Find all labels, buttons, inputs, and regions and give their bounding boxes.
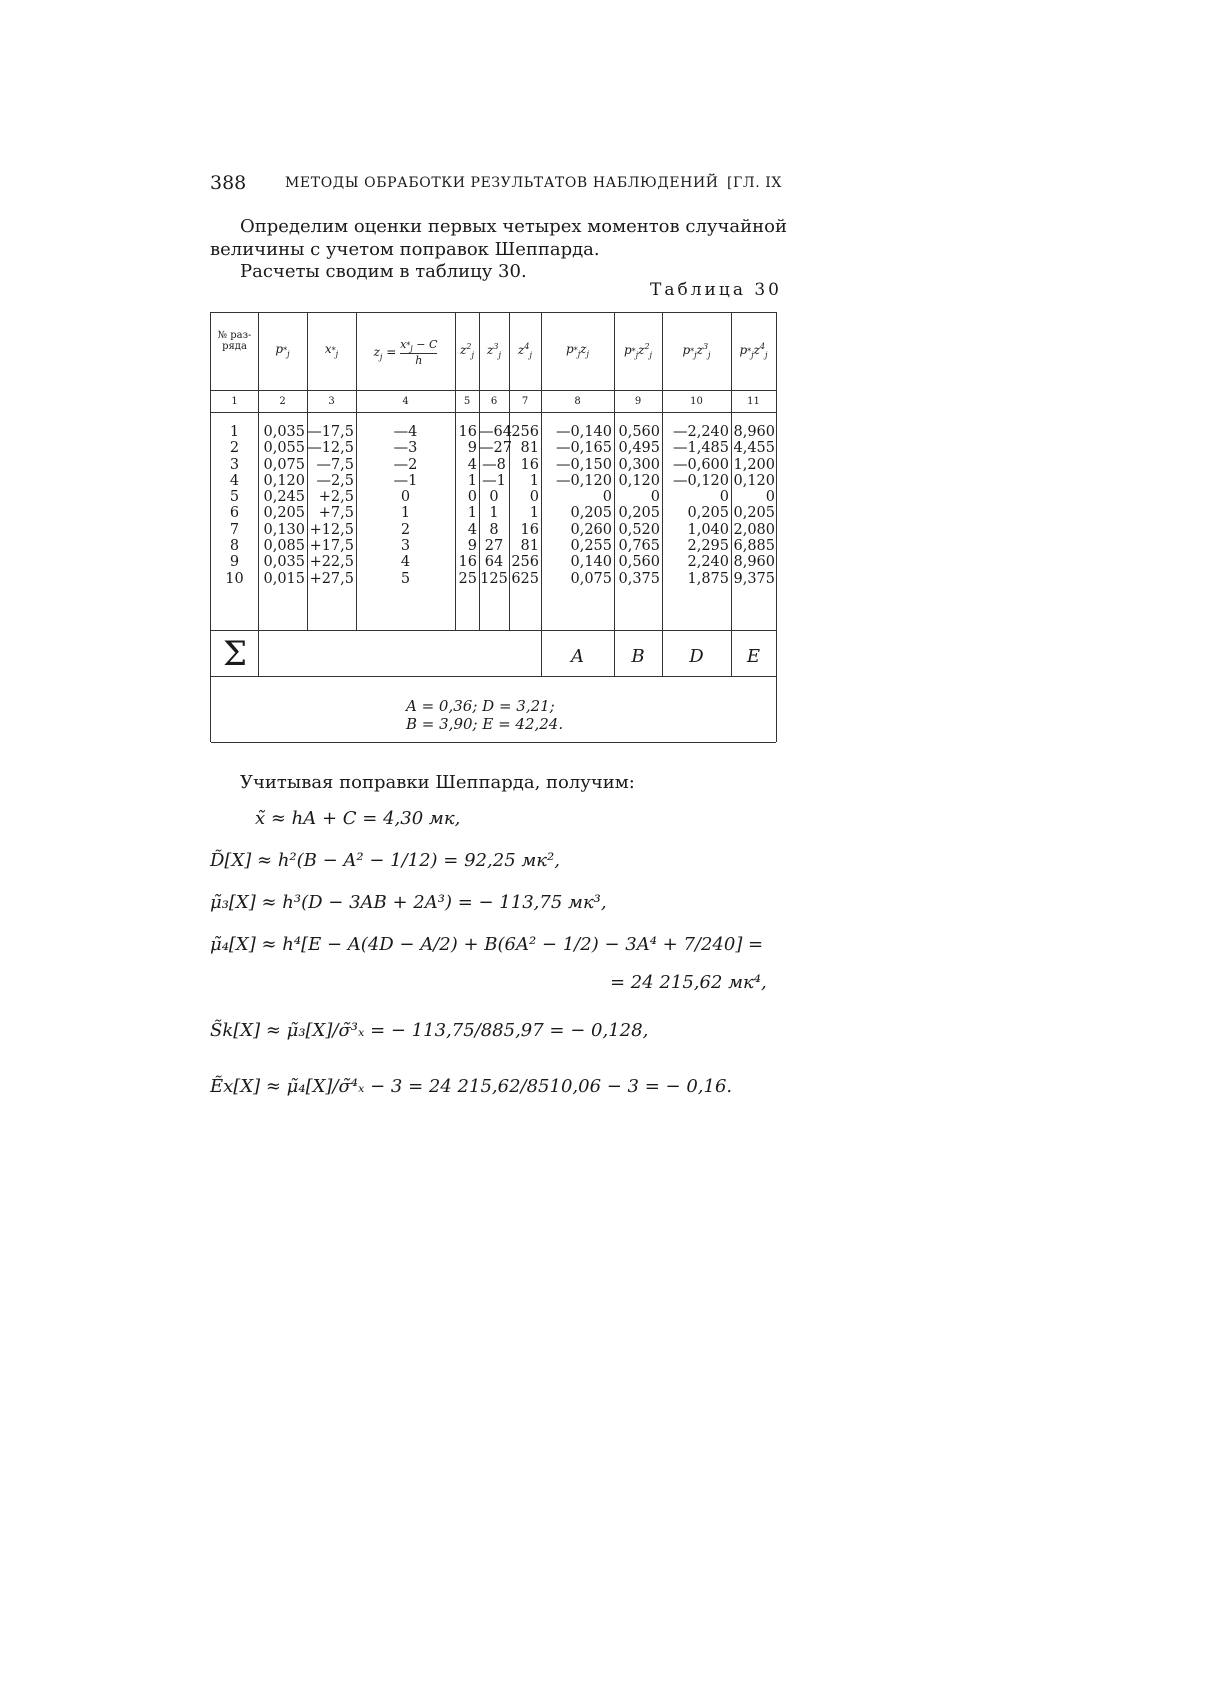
- table-cell: 0,560: [618, 554, 660, 571]
- table-cell: 0,130: [263, 521, 305, 538]
- results-line-1: A = 0,36; D = 3,21;: [406, 697, 555, 715]
- table-cell: 1,040: [687, 521, 729, 538]
- column-z4: [509, 424, 539, 587]
- table-cell: 0: [529, 489, 539, 506]
- table-cell: 8: [229, 538, 240, 555]
- table-cell: 1: [529, 472, 539, 489]
- header-z2: $z^2_j$: [460, 342, 474, 360]
- header-rule: [211, 390, 776, 391]
- table-cell: —2,240: [672, 424, 729, 440]
- table-cell: 4: [229, 472, 240, 489]
- table-cell: 64: [484, 554, 504, 571]
- column-pz2: [614, 424, 660, 587]
- colnum-2: 2: [279, 396, 286, 407]
- column-z: [356, 424, 455, 587]
- table-cell: 1: [400, 505, 411, 522]
- table-cell: —12,5: [307, 440, 354, 457]
- table-cell: 0,085: [263, 538, 305, 555]
- running-title: МЕТОДЫ ОБРАБОТКИ РЕЗУЛЬТАТОВ НАБЛЮДЕНИЙ: [285, 175, 719, 191]
- table-cell: 9: [467, 440, 477, 457]
- table-cell: 0,765: [618, 538, 660, 555]
- column-p: [258, 424, 305, 587]
- table-cell: —0,165: [555, 440, 612, 457]
- table-cell: —27: [479, 440, 512, 457]
- table-cell: 0,255: [570, 538, 612, 555]
- header-pz4: $p*_jz^4_j$: [739, 342, 768, 360]
- table-30: [210, 312, 777, 742]
- table-cell: 2: [400, 521, 411, 538]
- chapter-marker: [ГЛ. IX: [726, 175, 782, 191]
- column-x: [307, 424, 354, 587]
- sum-label-e: E: [746, 646, 761, 667]
- colnum-6: 6: [490, 396, 498, 407]
- table-cell: 256: [511, 554, 539, 571]
- formula-variance: D̃[X] ≈ h²(B − A² − 1/12) = 92,25 мк²,: [210, 850, 560, 871]
- table-caption: Таблица 30: [650, 280, 782, 300]
- table-cell: 8: [489, 521, 499, 538]
- table-cell: 27: [484, 538, 504, 555]
- table-cell: 5: [229, 489, 240, 506]
- table-cell: 125: [480, 570, 508, 587]
- header-x: $x*_j$: [324, 342, 339, 359]
- table-cell: —7,5: [316, 456, 354, 473]
- sum-label-a: A: [571, 646, 584, 667]
- table-cell: 1: [229, 424, 240, 440]
- table-cell: 0,035: [263, 554, 305, 571]
- table-cell: +27,5: [309, 570, 354, 587]
- header-pz3: $p*_jz^3_j$: [682, 342, 711, 360]
- intro-line-3: Расчеты сводим в таблицу 30.: [240, 261, 527, 282]
- table-cell: 0: [719, 489, 729, 506]
- running-head: [210, 172, 782, 198]
- table-cell: 1: [467, 472, 477, 489]
- table-cell: 0,205: [570, 505, 612, 522]
- table-cell: —0,140: [555, 424, 612, 440]
- table-cell: 8,960: [733, 424, 775, 440]
- table-cell: 1: [467, 505, 477, 522]
- table-cell: 16: [520, 456, 539, 473]
- table-cell: 2,240: [687, 554, 729, 571]
- table-cell: 0,300: [618, 456, 660, 473]
- table-cell: —3: [393, 440, 418, 457]
- table-cell: 9,375: [733, 570, 775, 587]
- colnum-4: 4: [402, 396, 409, 407]
- formula-mu3: μ̃₃[X] ≈ h³(D − 3AB + 2A³) = − 113,75 мк³,: [210, 892, 607, 913]
- formula-excess: Ẽx[X] ≈ μ̃₄[X]/σ̃⁴ₓ − 3 = 24 215,62/8510,06 − 3 = − 0,16.: [210, 1076, 733, 1097]
- table-cell: 2: [229, 440, 240, 457]
- colnum-11: 11: [747, 396, 760, 407]
- table-cell: —1: [393, 472, 418, 489]
- results-line-2: B = 3,90; E = 42,24.: [406, 715, 564, 733]
- table-cell: 1,875: [687, 570, 729, 587]
- formula-mu4: μ̃₄[X] ≈ h⁴[E − A(4D − A/2) + B(6A² − 1/2) − 3A⁴ + 7/240] =: [210, 934, 764, 955]
- table-cell: 256: [511, 424, 539, 440]
- column-pz4: [731, 424, 775, 587]
- table-cell: 81: [520, 538, 539, 555]
- table-cell: 0,075: [263, 456, 305, 473]
- table-cell: 81: [520, 440, 539, 457]
- table-cell: —0,120: [672, 472, 729, 489]
- colnum-3: 3: [328, 396, 335, 407]
- sheppard-intro: Учитывая поправки Шеппарда, получим:: [240, 772, 635, 793]
- header-bin-number: № раз-ряда: [217, 330, 252, 352]
- table-cell: 0,560: [618, 424, 660, 440]
- table-cell: 0,075: [570, 570, 612, 587]
- table-cell: +12,5: [309, 521, 354, 538]
- table-cell: 4: [467, 521, 477, 538]
- table-cell: 0,205: [733, 505, 775, 522]
- sum-label-d: D: [689, 646, 704, 667]
- table-cell: 16: [520, 521, 539, 538]
- table-cell: 0,260: [570, 521, 612, 538]
- table-cell: 625: [511, 570, 539, 587]
- table-cell: —8: [482, 456, 506, 473]
- table-cell: —0,150: [555, 456, 612, 473]
- table-cell: 0: [650, 489, 660, 506]
- table-cell: 1,200: [733, 456, 775, 473]
- table-cell: —17,5: [307, 424, 354, 440]
- table-cell: 25: [458, 570, 477, 587]
- table-cell: 0,205: [263, 505, 305, 522]
- table-cell: —4: [393, 424, 418, 440]
- header-pz: $p*_jz_j$: [566, 342, 589, 359]
- table-cell: 0,035: [263, 424, 305, 440]
- table-cell: 4: [467, 456, 477, 473]
- table-cell: 9: [467, 538, 477, 555]
- colnum-9: 9: [634, 396, 642, 407]
- column-z3: [479, 424, 512, 587]
- table-cell: +17,5: [309, 538, 354, 555]
- table-cell: 8,960: [733, 554, 775, 571]
- table-cell: 16: [458, 424, 477, 440]
- table-cell: —2,5: [316, 472, 354, 489]
- colnum-1: 1: [231, 396, 238, 407]
- table-cell: 0,015: [263, 570, 305, 587]
- colnum-8: 8: [574, 396, 581, 407]
- table-bottom-rule: [211, 742, 776, 743]
- table-cell: 1: [529, 505, 539, 522]
- table-cell: —0,120: [555, 472, 612, 489]
- sum-sigma: Σ: [223, 634, 248, 674]
- table-cell: 10: [225, 570, 244, 587]
- colnum-7: 7: [521, 396, 529, 407]
- table-cell: +22,5: [309, 554, 354, 571]
- table-cell: 9: [229, 554, 240, 571]
- table-cell: 0,205: [687, 505, 729, 522]
- table-cell: 0,520: [618, 521, 660, 538]
- table-cell: 6: [229, 505, 240, 522]
- table-top-rule: [211, 312, 776, 313]
- table-cell: +7,5: [318, 505, 354, 522]
- table-cell: 0: [765, 489, 775, 506]
- header-z3: $z^3_j$: [487, 342, 501, 360]
- table-cell: —1: [482, 472, 506, 489]
- sum-bottom-rule: [211, 676, 776, 677]
- colnum-rule: [211, 412, 776, 413]
- table-cell: —64: [479, 424, 512, 440]
- page-number: 388: [210, 172, 247, 194]
- table-cell: 3: [229, 456, 240, 473]
- formula-skewness: S̃k[X] ≈ μ̃₃[X]/σ̃³ₓ = − 113,75/885,97 = − 0,128,: [210, 1020, 649, 1041]
- table-cell: 0: [602, 489, 612, 506]
- table-cell: 0,120: [618, 472, 660, 489]
- formula-mean: x̃ ≈ hA + C = 4,30 мк,: [255, 808, 461, 829]
- sum-top-rule: [211, 630, 776, 631]
- header-pz2: $p*_jz^2_j$: [623, 342, 653, 360]
- table-cell: 6,885: [733, 538, 775, 555]
- table-cell: 2,080: [733, 521, 775, 538]
- table-cell: 0: [400, 489, 411, 506]
- table-cell: 7: [229, 521, 240, 538]
- table-cell: —2: [393, 456, 418, 473]
- table-cell: 0,245: [263, 489, 305, 506]
- table-cell: 0,055: [263, 440, 305, 457]
- table-cell: 16: [458, 554, 477, 571]
- table-cell: 0,120: [733, 472, 775, 489]
- header-z4: $z^4_j$: [518, 342, 532, 360]
- intro-line-2: величины с учетом поправок Шеппарда.: [210, 239, 600, 260]
- table-cell: —0,600: [672, 456, 729, 473]
- table-cell: 0: [467, 489, 477, 506]
- table-cell: 4: [400, 554, 411, 571]
- column-pz3: [662, 424, 729, 587]
- table-cell: +2,5: [318, 489, 354, 506]
- table-cell: 5: [400, 570, 411, 587]
- table-cell: 2,295: [687, 538, 729, 555]
- table-cell: 1: [489, 505, 499, 522]
- table-cell: 0,205: [618, 505, 660, 522]
- column-z2: [455, 424, 477, 587]
- table-cell: 3: [400, 538, 411, 555]
- formula-mu4-result: = 24 215,62 мк⁴,: [610, 972, 767, 993]
- intro-line-1: Определим оценки первых четырех моментов случайной: [240, 216, 787, 237]
- column-pz: [541, 424, 612, 587]
- table-cell: 4,455: [733, 440, 775, 457]
- table-cell: 0,375: [618, 570, 660, 587]
- header-p: $p*_j$: [275, 342, 290, 359]
- table-cell: 0,120: [263, 472, 305, 489]
- sum-label-b: B: [631, 646, 645, 667]
- colnum-10: 10: [690, 396, 703, 407]
- colnum-5: 5: [463, 396, 471, 407]
- table-cell: 0: [489, 489, 499, 506]
- column-bin-number: [211, 424, 258, 587]
- table-cell: 0,140: [570, 554, 612, 571]
- table-cell: —1,485: [672, 440, 729, 457]
- header-z-def: $z_j$ = $\frac{x*_j - C}{h}$: [373, 338, 438, 368]
- table-cell: 0,495: [618, 440, 660, 457]
